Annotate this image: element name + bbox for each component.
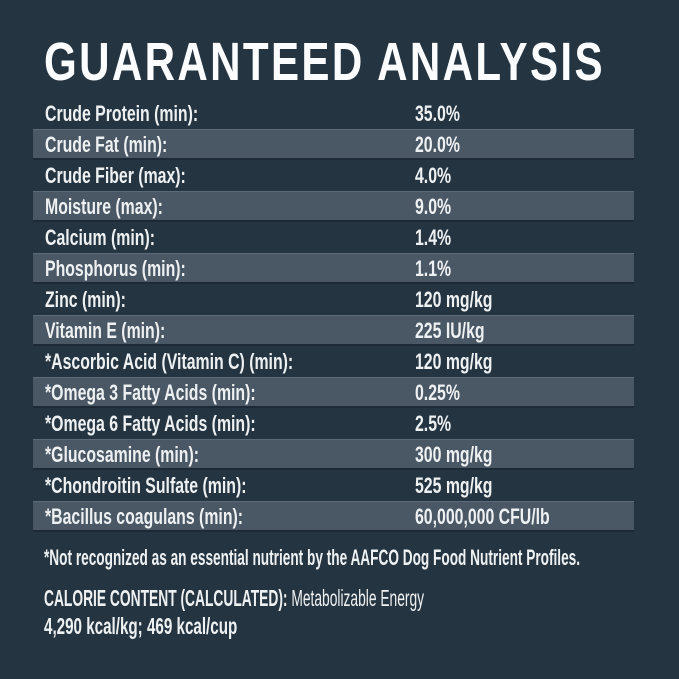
calorie-content-heading: CALORIE CONTENT (CALCULATED): (44, 585, 288, 611)
nutrient-label: *Bacillus coagulans (min): (45, 504, 244, 529)
nutrient-label: *Chondroitin Sulfate (min): (45, 473, 247, 498)
nutrient-label: Zinc (min): (45, 287, 126, 312)
table-row (33, 346, 634, 377)
nutrient-value: 60,000,000 CFU/lb (415, 504, 550, 529)
nutrient-value: 120 mg/kg (415, 349, 493, 374)
table-row (33, 284, 634, 315)
table-row (33, 222, 634, 253)
page-title: GUARANTEED ANALYSIS (44, 32, 605, 92)
nutrient-value: 1.4% (415, 225, 452, 250)
table-row (33, 98, 634, 129)
table-row (33, 408, 634, 439)
nutrient-value: 35.0% (415, 101, 460, 126)
table-row (33, 439, 634, 470)
nutrient-value: 0.25% (415, 380, 460, 405)
nutrient-label: Moisture (max): (45, 194, 163, 219)
nutrient-value: 1.1% (415, 256, 452, 281)
nutrient-label: *Glucosamine (min): (45, 442, 200, 467)
table-row (33, 315, 634, 346)
nutrient-label: Vitamin E (min): (45, 318, 166, 343)
table-row (33, 377, 634, 408)
aafco-footnote: *Not recognized as an essential nutrient by the AAFCO Dog Food Nutrient Profiles. (44, 545, 581, 570)
table-row (33, 160, 634, 191)
table-row (33, 191, 634, 222)
nutrient-value: 2.5% (415, 411, 452, 436)
nutrient-value: 20.0% (415, 132, 460, 157)
nutrient-label: Crude Fat (min): (45, 132, 168, 157)
nutrient-label: Crude Fiber (max): (45, 163, 186, 188)
nutrient-label: *Ascorbic Acid (Vitamin C) (min): (45, 349, 294, 374)
table-row (33, 253, 634, 284)
nutrient-value: 9.0% (415, 194, 452, 219)
nutrient-table (33, 98, 634, 532)
nutrient-value: 300 mg/kg (415, 442, 493, 467)
nutrient-label: *Omega 6 Fatty Acids (min): (45, 411, 256, 436)
nutrient-label: Calcium (min): (45, 225, 156, 250)
nutrient-value: 225 IU/kg (415, 318, 485, 343)
nutrient-value: 4.0% (415, 163, 452, 188)
nutrient-value: 120 mg/kg (415, 287, 493, 312)
nutrient-value: 525 mg/kg (415, 473, 493, 498)
nutrient-label: Phosphorus (min): (45, 256, 186, 281)
nutrient-label: *Omega 3 Fatty Acids (min): (45, 380, 256, 405)
calorie-values: 4,290 kcal/kg; 469 kcal/cup (44, 613, 238, 639)
table-row (33, 470, 634, 501)
nutrient-label: Crude Protein (min): (45, 101, 199, 126)
table-row (33, 501, 634, 532)
calorie-energy-type: Metabolizable Energy (291, 585, 425, 611)
table-row (33, 129, 634, 160)
calorie-content-line (44, 584, 424, 612)
